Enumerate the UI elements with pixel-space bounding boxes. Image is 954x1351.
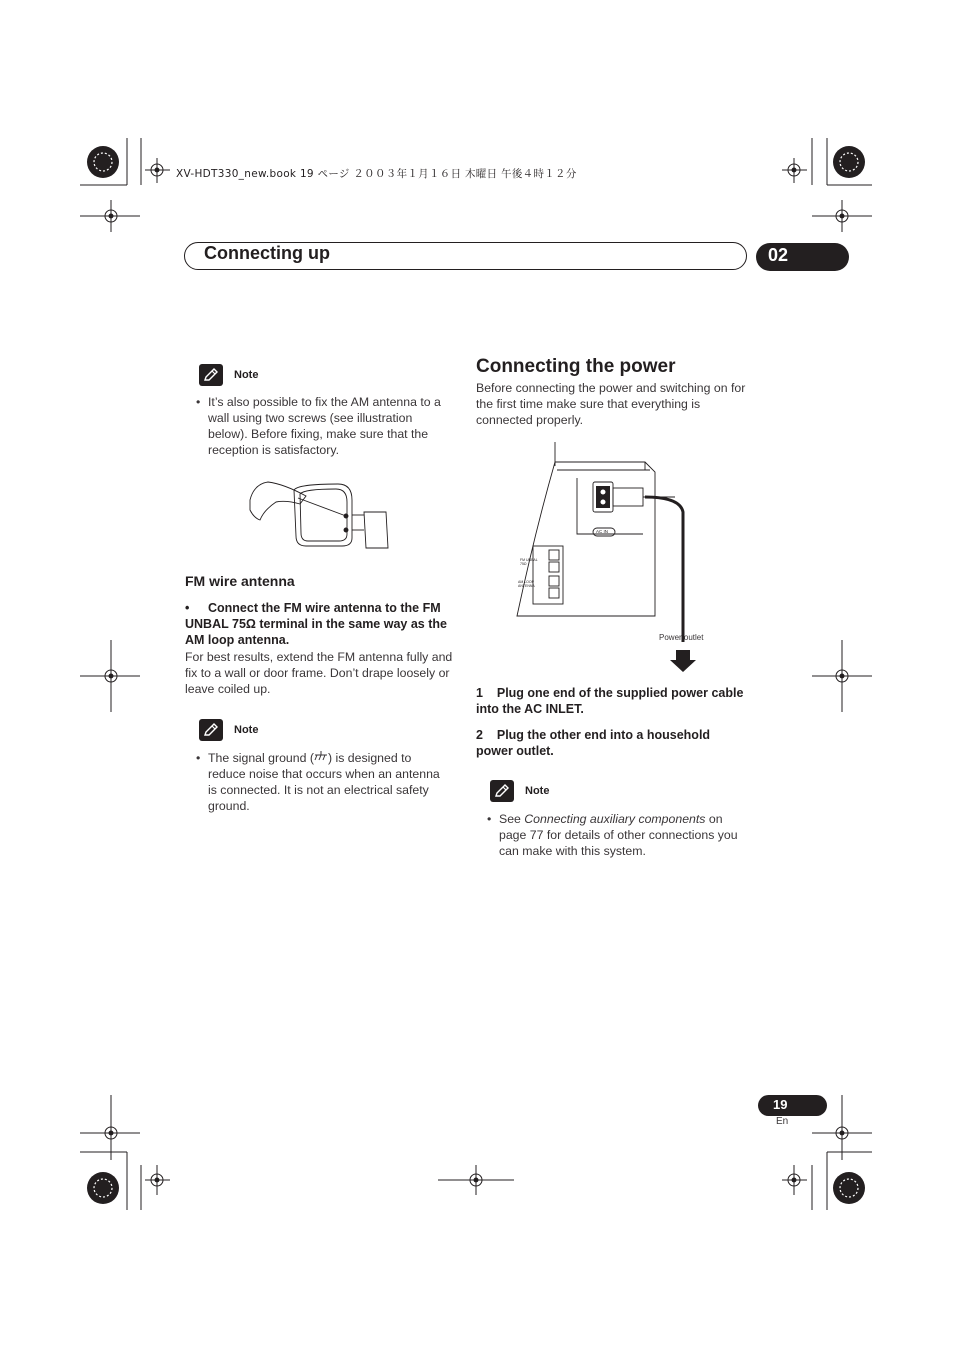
ground-symbol-icon (314, 751, 328, 763)
note-bullet: • See Connecting auxiliary components on page 77 for details of other connections you can make with this system. (487, 812, 738, 858)
note-bullet: • The signal ground ( ) is designed to reduce noise that occurs when an antenna is connected. It is not an electrical safety ground. (196, 751, 440, 813)
note-header (199, 364, 258, 386)
fm-body-text: For best results, extend the FM antenna fully and fix to a wall or door frame. Don’t drape loosely or leave coiled up. (185, 650, 453, 696)
note-header (199, 719, 258, 741)
power-outlet-label: Power outlet (659, 633, 704, 642)
note-text-rest: on page 77 for details of other connections you can make with this system. (499, 812, 738, 858)
step-text: Plug one end of the supplied power cable into the AC INLET. (476, 686, 744, 716)
note-label: Note (234, 724, 259, 736)
terminal-label-fm: FM UNBAL 75Ω (520, 558, 538, 566)
note-bullet: • It’s also possible to fix the AM antenna to a wall using two screws (see illustration below). Before fixing, make sure that the reception is satisfactory. (196, 395, 441, 457)
fm-instruction: Connect the FM wire antenna to the FM UNBAL 75Ω terminal in the same way as the AM loop antenna. (185, 601, 447, 647)
ac-inlet-label: AC IN (596, 529, 609, 534)
page-language: En (776, 1116, 789, 1127)
chapter-number: 02 (768, 245, 789, 265)
note-header (490, 780, 549, 802)
step-number: 2 (476, 728, 483, 742)
connecting-power-heading: Connecting the power (476, 356, 676, 377)
book-header: XV-HDT330_new.book 19 ページ ２００３年１月１６日 木曜日 午後４時１２分 (176, 168, 577, 180)
step-2 (476, 727, 744, 759)
note-text-see: See (499, 812, 525, 826)
page-number-badge (758, 1095, 827, 1116)
page-number: 19 (773, 1097, 788, 1112)
note-pencil-icon (199, 364, 223, 386)
step-1 (476, 685, 744, 717)
note-text: It’s also possible to fix the AM antenna to a wall using two screws (see illustration below). Before fixing, make sure that the reception is satisfactory. (208, 395, 441, 457)
chapter-title: Connecting up (204, 243, 330, 263)
instruction-bullet: • (185, 601, 190, 615)
step-text: Plug the other end into a household power outlet. (476, 728, 711, 758)
note-pencil-icon (199, 719, 223, 741)
step-number: 1 (476, 686, 483, 700)
note-label: Note (234, 369, 259, 381)
fm-wire-antenna-heading: FM wire antenna (185, 573, 295, 589)
power-intro-text: Before connecting the power and switching on for the first time make sure that everything is connected properly. (476, 381, 746, 427)
terminal-label-am: AM LOOP ANTENNA (518, 580, 535, 588)
note-pencil-icon (490, 780, 514, 802)
note-label: Note (525, 785, 550, 797)
am-antenna-wall-illustration (246, 470, 396, 555)
note-text-start: The signal ground ( (208, 751, 314, 765)
note-text-end: ) is designed to reduce noise that occurs when an antenna is connected. It is not an electrical safety ground. (208, 751, 440, 813)
note-cross-reference: Connecting auxiliary components (524, 812, 706, 826)
